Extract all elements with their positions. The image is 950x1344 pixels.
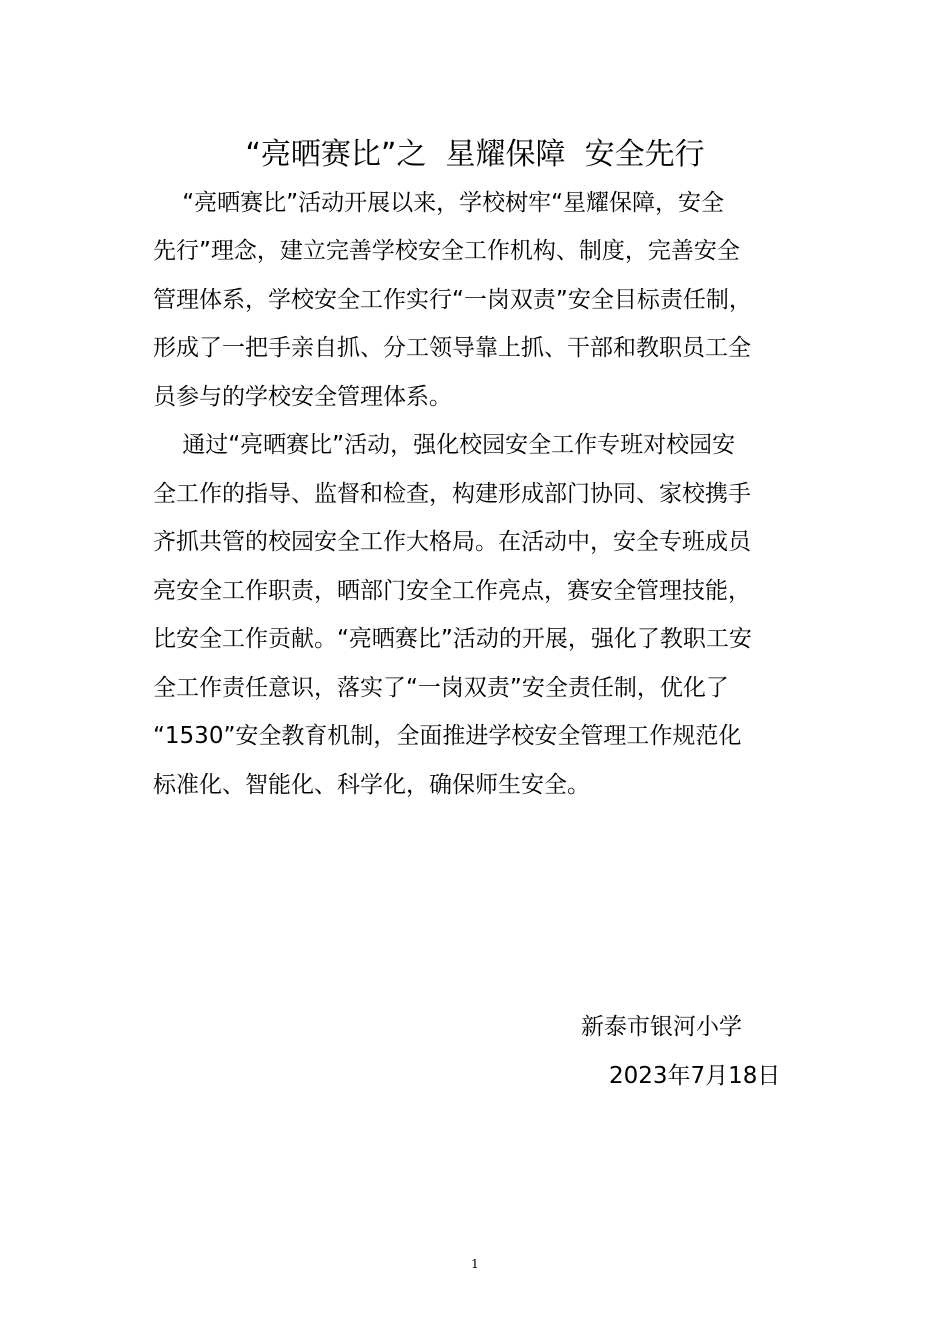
signature-date: 2023年7月18日 [609,1063,781,1089]
paragraph-line: 全工作责任意识，落实了“一岗双责”安全责任制，优化了 [153,675,729,701]
paragraph-line: 全工作的指导、监督和检查，构建形成部门协同、家校携手 [153,481,751,507]
signature-organization: 新泰市银河小学 [581,1014,742,1040]
paragraph-line: 形成了一把手亲自抓、分工领导靠上抓、干部和教职员工全 [153,335,751,361]
paragraph-line: 亮安全工作职责，晒部门安全工作亮点，赛安全管理技能， [153,578,751,604]
paragraph-line: 标准化、智能化、科学化，确保师生安全。 [153,772,590,798]
paragraph-line: 通过“亮晒赛比”活动，强化校园安全工作专班对校园安 [153,432,736,458]
page-number: 1 [471,1257,479,1271]
paragraph-line: 齐抓共管的校园安全工作大格局。在活动中，安全专班成员 [153,529,751,555]
paragraph-line: “亮晒赛比”活动开展以来，学校树牢“星耀保障，安全 [153,190,724,216]
paragraph-line: “1530”安全教育机制，全面推进学校安全管理工作规范化 [153,723,742,749]
paragraph-line: 管理体系，学校安全工作实行“一岗双责”安全目标责任制， [153,287,752,313]
document-title: “亮晒赛比”之 星耀保障 安全先行 [245,137,705,172]
paragraph-line: 先行”理念，建立完善学校安全工作机构、制度，完善安全 [153,238,740,264]
paragraph-line: 员参与的学校安全管理体系。 [153,384,452,410]
paragraph-line: 比安全工作贡献。“亮晒赛比”活动的开展，强化了教职工安 [153,626,752,652]
